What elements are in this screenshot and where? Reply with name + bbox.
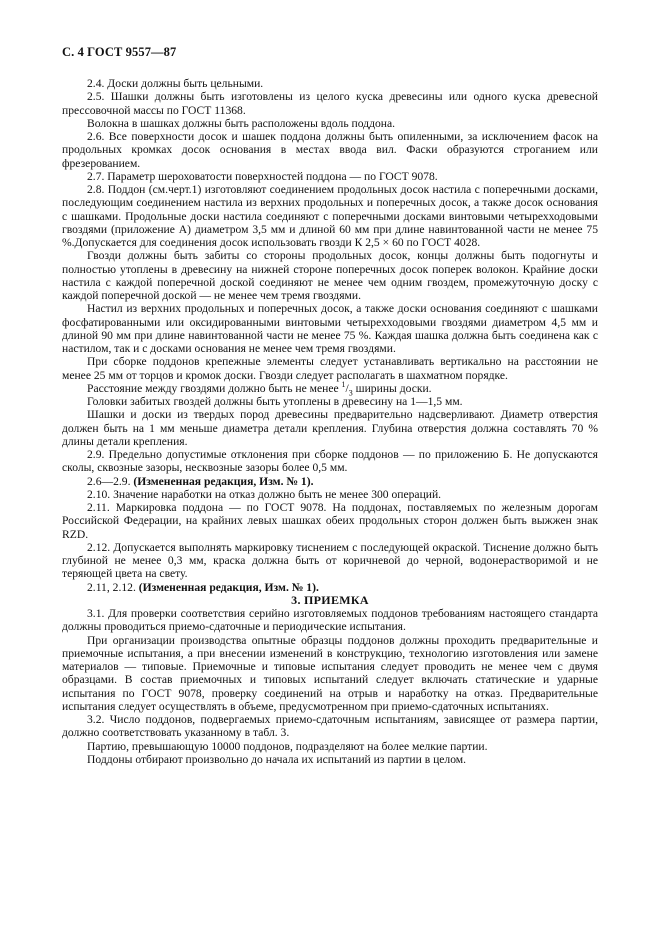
revision-note-1	[62, 475, 598, 488]
paragraph-nails: Гвозди должны быть забиты со стороны продольных досок, концы должны быть подогнуты и полностью утоплены в древесину на нижней стороне поперечных досок поперек волокон. Крайние доски настила с каждой поперечной доской соединяют не менее чем одним гвоздем, промежуточную доску с каждой поперечной доской — не менее чем тремя гвоздями.	[62, 249, 598, 302]
fraction-numerator: 1	[341, 379, 346, 389]
paragraph-prototypes: При организации производства опытные образцы поддонов должны проходить предварительные и приемочные испытания, а при внесении изменений в конструкцию, технологию изготовления или замене материалов — типовые. Приемочные и типовые испытания следует проводить не менее чем с двумя образцами. В состав приемочных и типовых испытаний следует включать статические и ударные испытания по ГОСТ 9078, проверку соединений на отрыв и наработку на отказ. Предварительные испытания следует осуществлять в объеме, предусмотренном при приемо-сдаточных испытаниях.	[62, 633, 598, 713]
clause-2-10: 2.10. Значение наработки на отказ должно быть не менее 300 операций.	[87, 487, 442, 501]
paragraph-sampling: Поддоны отбирают произвольно до начала их испытаний из партии в целом.	[87, 752, 467, 766]
clause-2-12: 2.12. Допускается выполнять маркировку тиснением с последующей окраской. Тиснение должно быть глубиной не менее 0,3 мм, краска должна быть от коричневой до черной, водонерастворимой и не теряющей цвета на свету.	[62, 540, 598, 581]
paragraph-predrill: Шашки и доски из твердых пород древесины предварительно надсверливают. Диаметр отверстия должен быть на 1 мм меньше диаметра детали крепления. Глубина отверстия должна составлять 70 % длины детали крепления.	[62, 408, 598, 448]
paragraph-batch: Партию, превышающую 10000 поддонов, подразделяют на более мелкие партии.	[87, 739, 488, 753]
revision-ref: 2.11, 2.12.	[87, 580, 136, 594]
paragraph-spacing: Расстояние между гвоздями должно быть не менее $^1/_3$ ширины доски.	[87, 379, 432, 398]
paragraph-heads: Головки забитых гвоздей должны быть утоплены в древесину на 1—1,5 мм.	[87, 395, 463, 408]
revision-text: (Измененная редакция, Изм. № 1).	[133, 474, 314, 488]
clause-2-11: 2.11. Маркировка поддона — по ГОСТ 9078. На поддонах, поставляемых по железным дорогам Российской Федерации, на крайних левых шашках обеих продольных сторон должен быть выжжен знак RZD.	[62, 501, 598, 541]
clause-3-2: 3.2. Число поддонов, подвергаемых приемо-сдаточным испытаниям, зависящее от размера партии, должно соответствовать указанному в табл. 3.	[62, 713, 598, 740]
document-body	[62, 77, 598, 766]
revision-note-2	[62, 581, 598, 594]
paragraph-fibers: Волокна в шашках должны быть расположены вдоль поддона.	[87, 116, 396, 130]
revision-text: (Измененная редакция, Изм. № 1).	[138, 580, 319, 594]
clause-2-8: 2.8. Поддон (см.черт.1) изготовляют соединением продольных досок настила с поперечными досками, последующим соединением настила из верхних продольных и поперечных досок, а также досок основания с шашками. Продольные доски настила соединяют с поперечными досками винтовыми четырехходовыми гвоздями (приложение А) диаметром 3,5 мм и длиной 60 мм при длине навинтованной части не менее 75 %.Допускается для соединения досок использовать гвозди К 2,5 × 60 по ГОСТ 4028.	[62, 183, 598, 249]
paragraph-assembly: При сборке поддонов крепежные элементы следует устанавливать вертикально на расстоянии не менее 25 мм от торцов и кромок доски. Гвозди следует располагать в шахматном порядке.	[62, 355, 598, 382]
clause-2-5: 2.5. Шашки должны быть изготовлены из целого куска древесины или одного куска древесной прессовочной массы по ГОСТ 11368.	[62, 90, 598, 117]
revision-ref: 2.6—2.9.	[87, 474, 131, 488]
spacing-text-after: ширины доски.	[352, 381, 432, 395]
spacing-text-before: Расстояние между гвоздями должно быть не менее	[87, 381, 342, 395]
clause-2-7: 2.7. Параметр шероховатости поверхностей поддона — по ГОСТ 9078.	[87, 169, 438, 183]
clause-2-9: 2.9. Предельно допустимые отклонения при сборке поддонов — по приложению Б. Не допускаются сколы, сквозные зазоры, несквозные зазоры более 0,5 мм.	[62, 448, 598, 475]
clause-2-4: 2.4. Доски должны быть цельными.	[87, 77, 264, 90]
clause-2-6: 2.6. Все поверхности досок и шашек поддона должны быть опиленными, за исключением фасок на продольных кромках досок основания в местах ввода вил. Фаски образуются строганием или фрезерованием.	[62, 130, 598, 170]
paragraph-deck: Настил из верхних продольных и поперечных досок, а также доски основания соединяют с шашками фосфатированными или оксидированными винтовыми четырехходовыми гвоздями диаметром 4,5 мм и длиной 90 мм при длине навинтованной части не менее 75 %. Каждая шашка должна быть соединена как с настилом, так и с досками основания не менее чем тремя гвоздями.	[62, 302, 598, 355]
fraction-denominator: 3	[348, 388, 353, 398]
clause-3-1: 3.1. Для проверки соответствия серийно изготовляемых поддонов требованиям настоящего стандарта должны проводиться приемо-сдаточные и периодические испытания.	[62, 607, 598, 634]
page-header: С. 4 ГОСТ 9557—87	[62, 45, 177, 59]
section-title-acceptance: 3. ПРИЕМКА	[291, 592, 369, 607]
